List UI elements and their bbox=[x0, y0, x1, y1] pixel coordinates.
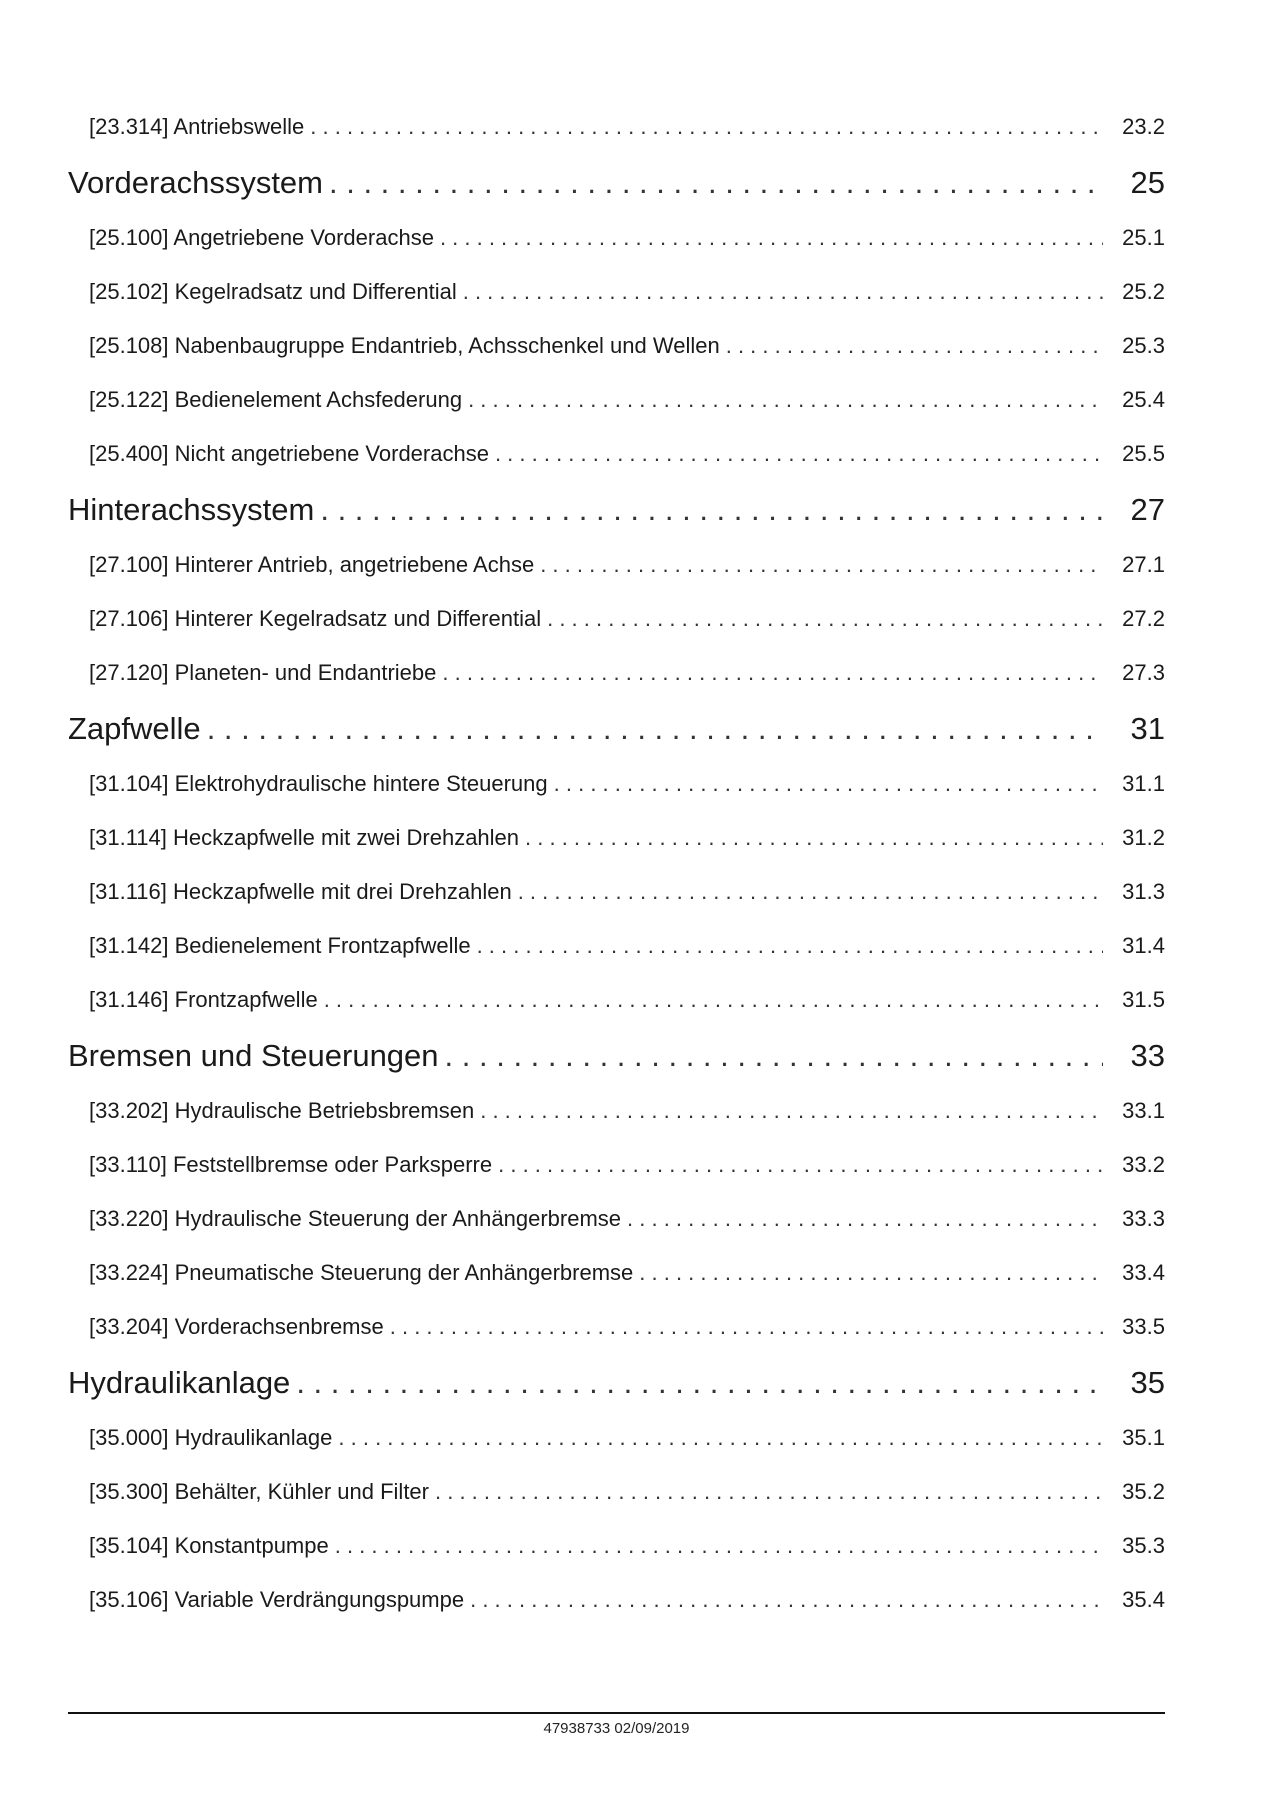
toc-entry[interactable] bbox=[68, 757, 1165, 811]
dot-leader bbox=[468, 373, 1103, 427]
toc-section-title: Hinterachssystem bbox=[68, 492, 315, 527]
toc-entry-page: 31.4 bbox=[1122, 933, 1165, 958]
dot-leader bbox=[525, 811, 1103, 865]
toc-entry-page: 25.5 bbox=[1122, 441, 1165, 466]
toc-entry-page: 33.1 bbox=[1122, 1098, 1165, 1123]
toc-entry[interactable] bbox=[68, 1573, 1165, 1627]
toc-entry-page: 33.3 bbox=[1122, 1206, 1165, 1231]
dot-leader bbox=[470, 1573, 1103, 1627]
toc-entry[interactable] bbox=[68, 919, 1165, 973]
toc-entry-page: 31.5 bbox=[1122, 987, 1165, 1012]
dot-leader bbox=[518, 865, 1103, 919]
toc-section-heading[interactable] bbox=[68, 1354, 1165, 1411]
toc-entry-label: [27.106] Hinterer Kegelradsatz und Differential bbox=[89, 606, 542, 631]
toc-section-heading[interactable] bbox=[68, 481, 1165, 538]
dot-leader bbox=[338, 1411, 1103, 1465]
dot-leader bbox=[627, 1192, 1103, 1246]
toc-entry[interactable] bbox=[68, 592, 1165, 646]
toc-section-title: Hydraulikanlage bbox=[68, 1365, 291, 1400]
toc-entry[interactable] bbox=[68, 1084, 1165, 1138]
dot-leader bbox=[445, 1027, 1103, 1084]
table-of-contents bbox=[68, 100, 1165, 1627]
toc-entry-page: 35.3 bbox=[1122, 1533, 1165, 1558]
dot-leader bbox=[554, 757, 1103, 811]
toc-entry-label: [25.122] Bedienelement Achsfederung bbox=[89, 387, 463, 412]
toc-entry[interactable] bbox=[68, 1519, 1165, 1573]
toc-entry[interactable] bbox=[68, 973, 1165, 1027]
toc-entry[interactable] bbox=[68, 211, 1165, 265]
toc-entry-label: [25.100] Angetriebene Vorderachse bbox=[89, 225, 434, 250]
toc-entry-page: 35.1 bbox=[1122, 1425, 1165, 1450]
toc-entry-page: 25.4 bbox=[1122, 387, 1165, 412]
toc-entry-page: 23.2 bbox=[1122, 114, 1165, 139]
dot-leader bbox=[442, 646, 1103, 700]
toc-entry[interactable] bbox=[68, 811, 1165, 865]
toc-entry-label: [35.000] Hydraulikanlage bbox=[89, 1425, 333, 1450]
toc-entry[interactable] bbox=[68, 865, 1165, 919]
toc-entry-page: 35.4 bbox=[1122, 1587, 1165, 1612]
toc-section-heading[interactable] bbox=[68, 700, 1165, 757]
dot-leader bbox=[495, 427, 1103, 481]
dot-leader bbox=[440, 211, 1103, 265]
toc-entry-page: 31.3 bbox=[1122, 879, 1165, 904]
dot-leader bbox=[463, 265, 1103, 319]
toc-entry-page: 33.2 bbox=[1122, 1152, 1165, 1177]
toc-entry-label: [35.106] Variable Verdrängungspumpe bbox=[89, 1587, 465, 1612]
dot-leader bbox=[477, 919, 1103, 973]
toc-entry-label: [31.104] Elektrohydraulische hintere Steuerung bbox=[89, 771, 548, 796]
toc-entry-label: [31.146] Frontzapfwelle bbox=[89, 987, 318, 1012]
toc-entry-label: [33.220] Hydraulische Steuerung der Anhängerbremse bbox=[89, 1206, 622, 1231]
toc-section-page: 31 bbox=[1130, 711, 1165, 746]
toc-entry[interactable] bbox=[68, 265, 1165, 319]
toc-section-heading[interactable] bbox=[68, 154, 1165, 211]
dot-leader bbox=[320, 481, 1103, 538]
toc-entry[interactable] bbox=[68, 1465, 1165, 1519]
toc-entry-label: [25.102] Kegelradsatz und Differential bbox=[89, 279, 457, 304]
dot-leader bbox=[390, 1300, 1103, 1354]
toc-section-title: Zapfwelle bbox=[68, 711, 201, 746]
toc-entry-page: 25.3 bbox=[1122, 333, 1165, 358]
toc-entry[interactable] bbox=[68, 100, 1165, 154]
toc-entry[interactable] bbox=[68, 538, 1165, 592]
toc-entry-page: 27.1 bbox=[1122, 552, 1165, 577]
toc-entry[interactable] bbox=[68, 1246, 1165, 1300]
dot-leader bbox=[480, 1084, 1103, 1138]
dot-leader bbox=[540, 538, 1103, 592]
dot-leader bbox=[329, 154, 1103, 211]
toc-entry[interactable] bbox=[68, 1411, 1165, 1465]
toc-entry-label: [33.204] Vorderachsenbremse bbox=[89, 1314, 384, 1339]
toc-section-title: Vorderachssystem bbox=[68, 165, 323, 200]
toc-entry-page: 31.1 bbox=[1122, 771, 1165, 796]
dot-leader bbox=[547, 592, 1103, 646]
toc-entry-label: [33.110] Feststellbremse oder Parksperre bbox=[89, 1152, 493, 1177]
toc-entry-label: [31.142] Bedienelement Frontzapfwelle bbox=[89, 933, 471, 958]
toc-entry-label: [25.400] Nicht angetriebene Vorderachse bbox=[89, 441, 489, 466]
toc-entry-label: [35.104] Konstantpumpe bbox=[89, 1533, 329, 1558]
dot-leader bbox=[310, 100, 1103, 154]
toc-entry-page: 25.1 bbox=[1122, 225, 1165, 250]
toc-entry-page: 25.2 bbox=[1122, 279, 1165, 304]
toc-entry-label: [31.116] Heckzapfwelle mit drei Drehzahlen bbox=[89, 879, 512, 904]
toc-entry-label: [33.224] Pneumatische Steuerung der Anhängerbremse bbox=[89, 1260, 634, 1285]
toc-section-page: 33 bbox=[1130, 1038, 1165, 1073]
footer-divider bbox=[68, 1712, 1165, 1714]
toc-entry[interactable] bbox=[68, 319, 1165, 373]
toc-entry-page: 31.2 bbox=[1122, 825, 1165, 850]
toc-entry-label: [25.108] Nabenbaugruppe Endantrieb, Achsschenkel und Wellen bbox=[89, 333, 720, 358]
dot-leader bbox=[726, 319, 1103, 373]
toc-entry-label: [35.300] Behälter, Kühler und Filter bbox=[89, 1479, 429, 1504]
toc-entry[interactable] bbox=[68, 1138, 1165, 1192]
toc-entry-label: [31.114] Heckzapfwelle mit zwei Drehzahlen bbox=[89, 825, 520, 850]
toc-entry[interactable] bbox=[68, 646, 1165, 700]
toc-entry[interactable] bbox=[68, 1192, 1165, 1246]
toc-entry[interactable] bbox=[68, 427, 1165, 481]
toc-section-page: 25 bbox=[1130, 165, 1165, 200]
toc-entry[interactable] bbox=[68, 373, 1165, 427]
toc-entry[interactable] bbox=[68, 1300, 1165, 1354]
toc-entry-label: [33.202] Hydraulische Betriebsbremsen bbox=[89, 1098, 475, 1123]
toc-entry-label: [27.100] Hinterer Antrieb, angetriebene Achse bbox=[89, 552, 535, 577]
toc-entry-page: 27.2 bbox=[1122, 606, 1165, 631]
dot-leader bbox=[207, 700, 1103, 757]
dot-leader bbox=[498, 1138, 1103, 1192]
toc-section-heading[interactable] bbox=[68, 1027, 1165, 1084]
dot-leader bbox=[435, 1465, 1103, 1519]
toc-entry-label: [23.314] Antriebswelle bbox=[89, 114, 305, 139]
toc-entry-page: 35.2 bbox=[1122, 1479, 1165, 1504]
footer-document-id: 47938733 02/09/2019 bbox=[543, 1720, 690, 1737]
toc-section-page: 35 bbox=[1130, 1365, 1165, 1400]
toc-entry-page: 33.5 bbox=[1122, 1314, 1165, 1339]
dot-leader bbox=[296, 1354, 1103, 1411]
toc-entry-page: 33.4 bbox=[1122, 1260, 1165, 1285]
dot-leader bbox=[639, 1246, 1103, 1300]
dot-leader bbox=[335, 1519, 1103, 1573]
toc-entry-label: [27.120] Planeten- und Endantriebe bbox=[89, 660, 437, 685]
dot-leader bbox=[324, 973, 1103, 1027]
toc-entry-page: 27.3 bbox=[1122, 660, 1165, 685]
toc-section-title: Bremsen und Steuerungen bbox=[68, 1038, 439, 1073]
toc-section-page: 27 bbox=[1130, 492, 1165, 527]
